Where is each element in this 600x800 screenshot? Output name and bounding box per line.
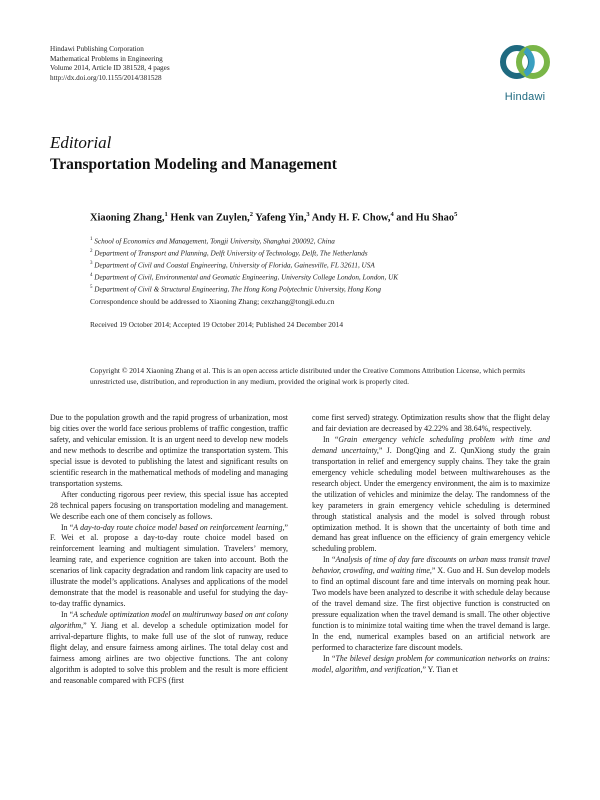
cited-title: Analysis of time of day fare discounts on urban mass transit travel behavior, crowding, and waiting time, xyxy=(312,555,550,576)
author-affiliation-mark: 4 xyxy=(390,211,394,218)
affiliation-item: $^2$ Department of Transport and Planning, Delft University of Technology, Delft, The Netherlands xyxy=(90,248,368,258)
body-column-right xyxy=(312,413,550,676)
paragraph: In “Grain emergency vehicle scheduling problem with time and demand uncertainty,” J. DongQing and Z. QunXiong study the grain transportation in relief and emergency supply chains. They take the grain emergency vehicle scheduling model between multiwarehouses as the research object. Under the emergency environment, the aim is to maximize the utilization of vehicles and minimize the delay. The randomness of the key parameters in grain emergency vehicle scheduling is determined through statistical analysis and the model is solved through robust optimization method. It is shown that the uncertainty of both time and demand has great influence on the efficiency of grain emergency vehicle scheduling problem. xyxy=(312,434,550,554)
author-list xyxy=(90,211,457,223)
author-affiliation-mark: 2 xyxy=(249,211,254,218)
cited-title: A schedule optimization model on multirunway based on ant colony algorithm, xyxy=(50,610,288,631)
doi-link[interactable]: http://dx.doi.org/10.1155/2014/381528 xyxy=(50,73,162,82)
correspondence-note: Correspondence should be addressed to Xiaoning Zhang; cexzhang@tongji.edu.cn xyxy=(90,297,335,306)
paragraph: Due to the population growth and the rapid progress of urbanization, most big cities over the world face serious problems of traffic congestion, traffic safety, and vehicular emission. It is an urgent need to develop new models and new methods to describe and optimize the transportation system. This special issue is devoted to publishing the latest and significant results on scientific research in the mathematical methods of modeling and managing transportation systems. xyxy=(50,413,288,488)
paragraph: come first served) strategy. Optimization results show that the flight delay and fair deviation are decreased by 42.22% and 38.64%, respectively. xyxy=(312,413,550,433)
affiliation-item: $^5$ Department of Civil & Structural Engineering, The Hong Kong Polytechnic University, Hong Kong xyxy=(90,284,381,293)
copyright-notice: Copyright © 2014 Xiaoning Zhang et al. This is an open access article distributed under the Creative Commons Attribution License, which permits unrestricted use, distribution, and reproduction in any medium, provided the original work is properly cited. xyxy=(90,366,526,386)
author-name: Yafeng Yin, xyxy=(255,212,307,224)
section-label: Editorial xyxy=(50,133,112,152)
paragraph: In “The bilevel design problem for communication networks on trains: model, algorithm, and verification,” Y. Tian et xyxy=(312,653,550,674)
body-column-left xyxy=(50,413,288,687)
publisher-name: Hindawi Publishing Corporation xyxy=(50,45,144,53)
author-affiliation-mark: 3 xyxy=(306,211,310,218)
journal-header xyxy=(50,45,170,83)
journal-name: Mathematical Problems in Engineering xyxy=(50,54,163,63)
publication-dates: Received 19 October 2014; Accepted 19 October 2014; Published 24 December 2014 xyxy=(90,320,344,329)
author-name: Xiaoning Zhang, xyxy=(90,212,165,224)
affiliation-item: $^4$ Department of Civil, Environmental and Geomatic Engineering, University College London, London, UK xyxy=(90,272,399,282)
author-affiliation-mark: 5 xyxy=(454,211,458,218)
paragraph: In “A schedule optimization model on multirunway based on ant colony algorithm,” Y. Jiang et al. develop a schedule optimization model for arrival-departure flights, to make full use of the slot of runway, reduce flight delay, and ensure fairness among airlines. The total delay cost and fairness among airlines are two objective functions. The ant colony algorithm is adopted to solve this problem and the result is more efficient and reasonable compared with FCFS (first xyxy=(50,610,288,685)
affiliation-list xyxy=(90,235,398,294)
cited-title: The bilevel design problem for communication networks on trains: model, algorithm, and verification, xyxy=(312,653,550,674)
article-title: Transportation Modeling and Management xyxy=(50,156,337,173)
paragraph: In “A day-to-day route choice model based on reinforcement learning,” F. Wei et al. propose a day-to-day route choice model based on reinforcement learning and multiagent simulation. Travelers’ memory, learning rate, and experience cognition are taken into account. Both the scenarios of link capacity degradation and random link capacity are used to illustrate the model’s applications. Analyses and applications of the model demonstrate that the model is reasonable and useful for studying the day-to-day traffic dynamics. xyxy=(50,522,288,609)
paragraph: After conducting rigorous peer review, this special issue has accepted 28 technical papers focusing on transportation modeling and management. We describe each one of them concisely as follows. xyxy=(50,489,288,521)
affiliation-item: $^1$ School of Economics and Management, Tongji University, Shanghai 200092, China xyxy=(90,237,335,246)
author-name: and Hu Shao xyxy=(396,212,455,224)
cited-title: Grain emergency vehicle scheduling problem with time and demand uncertainty, xyxy=(312,434,550,455)
author-name: Henk van Zuylen, xyxy=(170,212,250,224)
logo-text: Hindawi xyxy=(504,91,546,103)
author-name: Andy H. F. Chow, xyxy=(311,212,391,224)
cited-title: A day-to-day route choice model based on reinforcement learning, xyxy=(73,522,285,532)
volume-info: Volume 2014, Article ID 381528, 4 pages xyxy=(50,64,170,73)
paragraph: In “Analysis of time of day fare discounts on urban mass transit travel behavior, crowding, and waiting time,” X. Guo and H. Sun develop models to find an optimal discount fare and time intervals on morning peak hour. Two models have been analyzed to describe it with schedule delay because of the travel demand size. The first objective function is constructed on pressure equalization when the travel demand is small. The other objective function is to minimize total waiting time when the travel demand is large. In the end, numerical examples based on an artificial network are performed to characterize fare discount models. xyxy=(312,555,550,653)
hindawi-logo xyxy=(497,40,553,106)
hindawi-logo-icon xyxy=(497,40,553,90)
author-affiliation-mark: 1 xyxy=(164,211,168,218)
affiliation-item: $^3$ Department of Civil and Coastal Engineering, University of Florida, Gainesville, FL 32611, USA xyxy=(90,260,375,270)
